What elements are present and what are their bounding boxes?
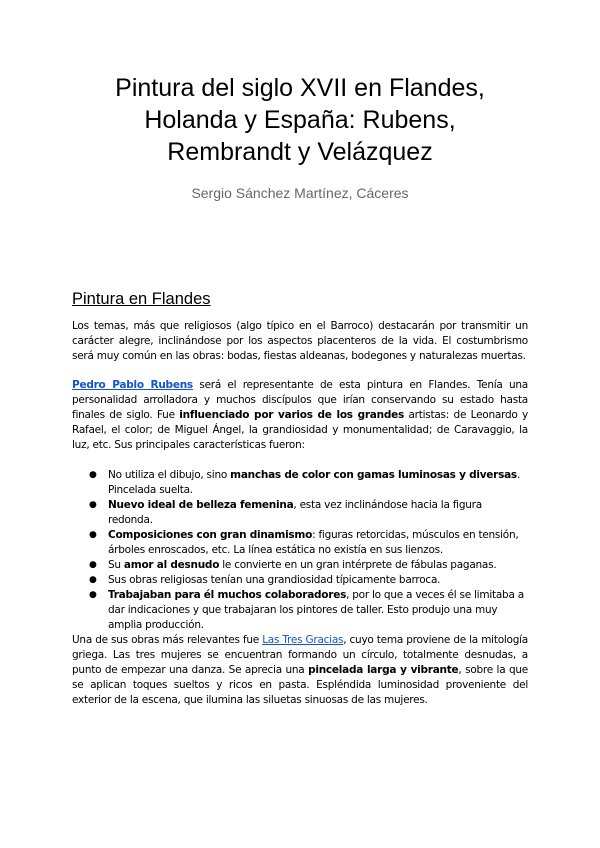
document-title	[60, 72, 540, 168]
bullet-icon: ●	[89, 560, 97, 570]
rubens-link[interactable]: Pedro Pablo Rubens	[72, 379, 193, 391]
paragraph-bold-text: pincelada larga y vibrante	[308, 664, 459, 676]
list-item-bold: Composiciones con gran dinamismo	[108, 529, 313, 541]
list-item-text: No utiliza el dibujo, sino	[108, 469, 231, 481]
paragraph-text: , sobre la que se aplican toques sueltos y ricos en pasta. Espléndida luminosidad proveniente del exterior de la escena, que ilumina las siluetas sinuosas de las mujeres.	[72, 664, 529, 706]
characteristics-list	[72, 468, 528, 633]
paragraph-text: será el representante de esta pintura en Flandes. Tenía una personalidad arrolladora y muchos discípulos que irían conservando su estado hasta finales de siglo. Fue	[72, 379, 528, 421]
bullet-icon: ●	[89, 530, 97, 540]
list-item-bold: Trabajaban para él muchos colaboradores	[108, 589, 347, 601]
title-line: Holanda y España: Rubens,	[144, 106, 456, 134]
tres-gracias-link[interactable]: Las Tres Gracias	[262, 634, 344, 646]
list-item	[72, 498, 528, 528]
list-item	[72, 588, 528, 633]
list-item-bold: manchas de color con gamas luminosas y diversas	[230, 469, 517, 481]
paragraph-text: Una de sus obras más relevantes fue	[72, 634, 263, 646]
list-item-text: , por lo que a veces él se limitaba a dar indicaciones y que trabajaran los pintores de taller. Esto produjo una muy amplia producción.	[108, 589, 524, 631]
list-item-text: Sus obras religiosas tenían una grandiosidad típicamente barroca.	[108, 574, 441, 586]
list-item-text: , esta vez inclinándose hacia la figura redonda.	[108, 499, 482, 526]
paragraph-tres-gracias	[72, 633, 528, 708]
section-heading: Pintura en Flandes	[72, 290, 211, 308]
list-item-bold: amor al desnudo	[123, 559, 220, 571]
list-item-text: Su	[108, 559, 124, 571]
list-item	[72, 528, 528, 558]
title-line: Pintura del siglo XVII en Flandes,	[115, 74, 485, 102]
bullet-icon: ●	[89, 575, 97, 585]
paragraph-text: , cuyo tema proviene de la mitología griega. Las tres mujeres se encuentran formando un círculo, totalmente desnudas, a punto de empezar una danza. Se aprecia una	[72, 634, 528, 676]
paragraph-text: artistas: de Leonardo y Rafael, el color; de Miguel Ángel, la grandiosidad y monumentalidad; de Caravaggio, la luz, etc. Sus principales características fueron:	[72, 409, 528, 451]
list-item-bold: Nuevo ideal de belleza femenina	[108, 499, 294, 511]
list-item	[72, 573, 528, 588]
bullet-icon: ●	[89, 470, 97, 480]
document-subtitle: Sergio Sánchez Martínez, Cáceres	[191, 185, 409, 201]
list-item-text: : figuras retorcidas, músculos en tensión, árboles enroscados, etc. La línea estática no existía en sus lienzos.	[108, 529, 519, 556]
list-item-text: . Pincelada suelta.	[108, 469, 521, 496]
paragraph-bold-text: influenciado por varios de los grandes	[179, 409, 404, 421]
paragraph-themes: Los temas, más que religiosos (algo típico en el Barroco) destacarán por transmitir un carácter alegre, inclinándose por los aspectos placenteros de la vida. El costumbrismo será muy común en las obras: bodas, fiestas aldeanas, bodegones y naturalezas muertas.	[72, 320, 528, 362]
list-item	[72, 468, 528, 498]
list-item	[72, 558, 528, 573]
list-item-text: le convierte en un gran intérprete de fábulas paganas.	[219, 559, 497, 571]
paragraph-rubens	[72, 378, 528, 453]
bullet-icon: ●	[89, 500, 97, 510]
bullet-icon: ●	[89, 590, 97, 600]
title-line: Rembrandt y Velázquez	[167, 138, 433, 166]
